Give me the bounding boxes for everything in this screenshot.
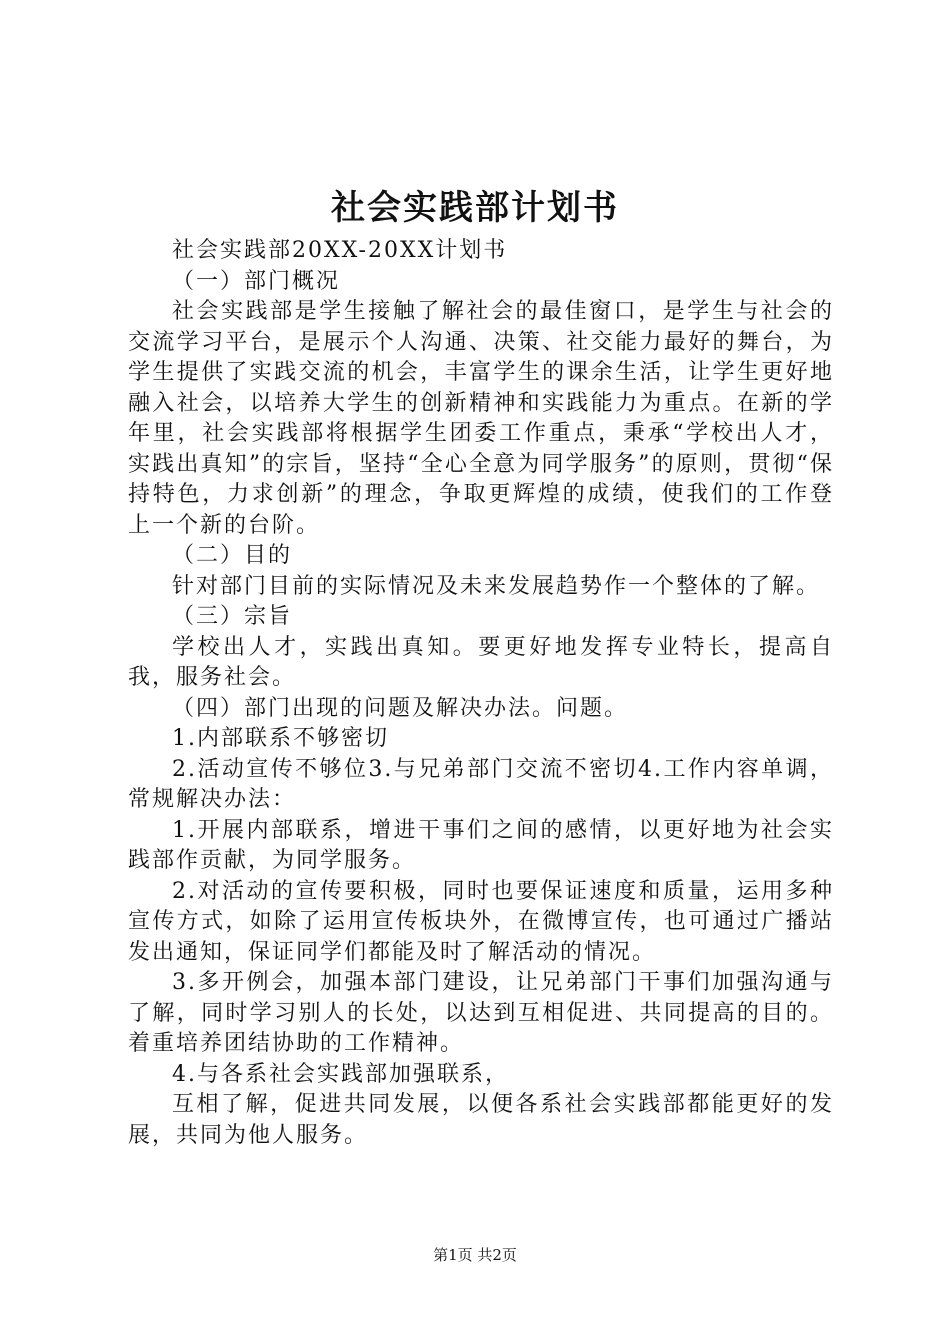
paragraph-plan-heading: 社会实践部20XX-20XX计划书: [172, 238, 508, 263]
problem-item-2-4: 2.活动宣传不够位3.与兄弟部门交流不密切4.工作内容单调，常规解决办法：: [128, 756, 834, 812]
document-body: [128, 236, 834, 1151]
section-heading-problems: （四）部门出现的问题及解决办法。问题。: [172, 695, 629, 721]
solution-item-4: 4.与各系社会实践部加强联系，: [172, 1061, 509, 1087]
problem-item-1: 1.内部联系不够密切: [172, 726, 389, 751]
solution-item-2: 2.对活动的宣传要积极，同时也要保证速度和质量，运用多种宣传方式，如除了运用宣传板块外，在微博宣传，也可通过广播站发出通知，保证同学们都能及时了解活动的情况。: [128, 878, 834, 965]
solution-item-4-detail: 互相了解，促进共同发展，以便各系社会实践部都能更好的发展，共同为他人服务。: [128, 1092, 834, 1148]
page-footer: 第1页 共2页: [433, 1246, 517, 1264]
document-title: 社会实践部计划书: [331, 188, 619, 228]
solution-item-3: 3.多开例会，加强本部门建设，让兄弟部门干事们加强沟通与了解，同时学习别人的长处，以达到互相促进、共同提高的目的。着重培养团结协助的工作精神。: [128, 970, 834, 1056]
section-heading-overview: （一）部门概况: [172, 268, 341, 294]
section-heading-purpose: （二）目的: [172, 543, 293, 568]
paragraph-tenet: 学校出人才，实践出真知。要更好地发挥专业特长，提高自我，服务社会。: [128, 634, 834, 690]
paragraph-purpose: 针对部门目前的实际情况及未来发展趋势作一个整体的了解。: [172, 573, 821, 599]
solution-item-1: 1.开展内部联系，增进干事们之间的感情，以更好地为社会实践部作贡献，为同学服务。: [128, 817, 834, 873]
paragraph-overview: 社会实践部是学生接触了解社会的最佳窗口，是学生与社会的交流学习平台，是展示个人沟通、决策、社交能力最好的舞台，为学生提供了实践交流的机会，丰富学生的课余生活，让学生更好地融入社会，以培养大学生的创新精神和实践能力为重点。在新的学年里，社会实践部将根据学生团委工作重点，秉承“学校出人才，实践出真知”的宗旨，坚持“全心全意为同学服务”的原则，贯彻“保持特色，力求创新”的理念，争取更辉煌的成绩，使我们的工作登上一个新的台阶。: [128, 299, 834, 538]
section-heading-tenet: （三）宗旨: [172, 604, 293, 629]
